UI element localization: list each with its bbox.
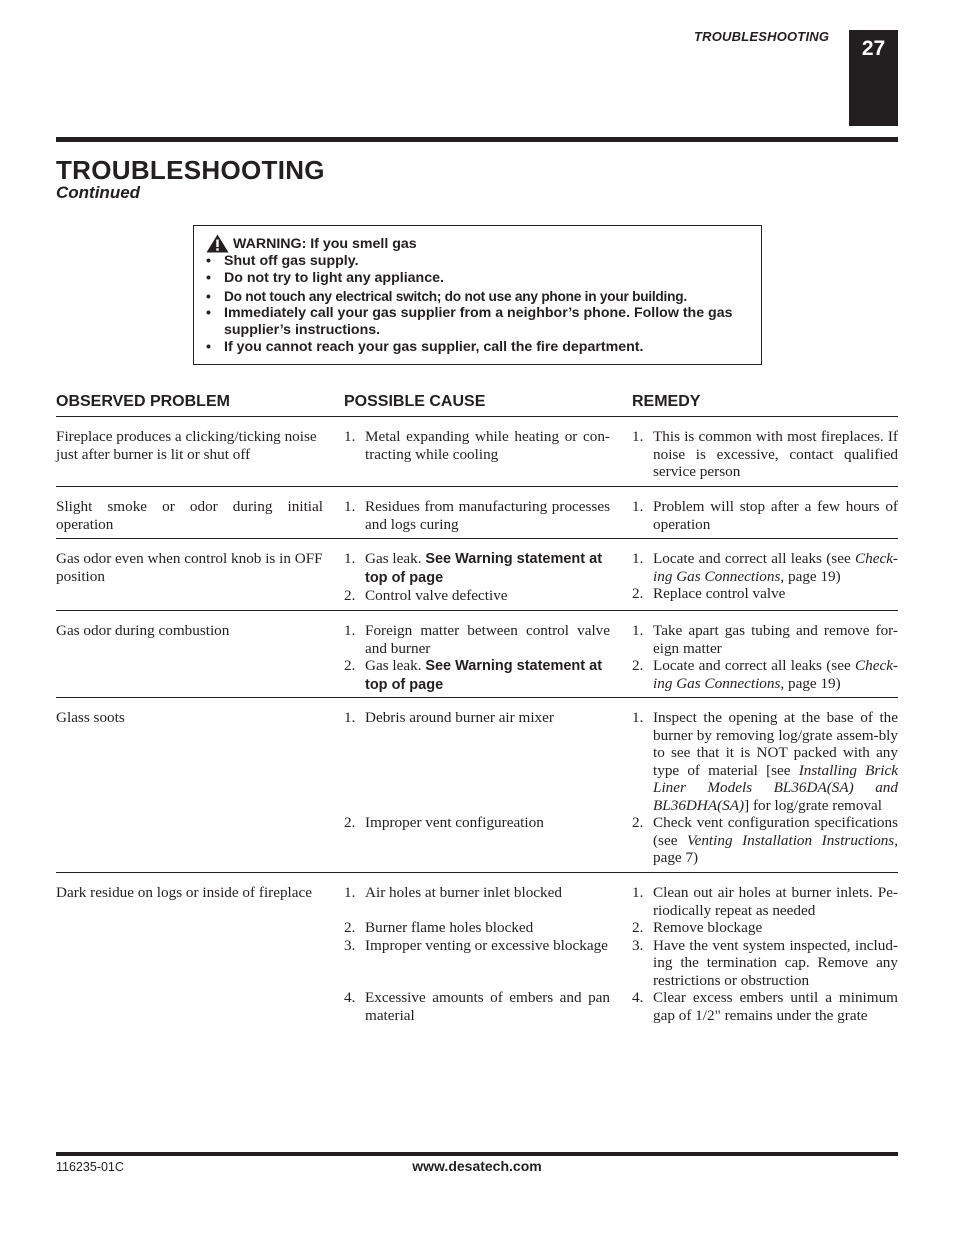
page-title: TROUBLESHOOTING (56, 155, 325, 185)
cause-text: Air holes at burner inlet blocked (365, 884, 562, 901)
remedy-cell (632, 550, 898, 603)
cause-text: Foreign matter between control valve and burner (365, 622, 610, 657)
page-number-tab: 27 (849, 30, 898, 126)
item-number: 3. (344, 936, 356, 954)
running-header: TROUBLESHOOTING (694, 29, 830, 44)
header-observed-problem: OBSERVED PROBLEM (56, 393, 230, 410)
item-number: 1. (344, 428, 356, 445)
problem-cell: Fireplace produces a clicking/ticking noise just after burner is lit or shut off (56, 428, 317, 463)
cause-text: Control valve defective (365, 587, 508, 604)
cause-text: Gas leak. (365, 657, 426, 674)
remedy-text: Clean out air holes at burner inlets. Pe-riodically repeat as needed (653, 884, 898, 919)
cause-text: Improper vent configureation (365, 814, 544, 831)
warning-reference: See Warning statement at top of page (365, 551, 603, 586)
item-number: 1. (344, 622, 356, 639)
cause-text: Burner flame holes blocked (365, 919, 534, 936)
warning-item: • Immediately call your gas supplier from a neighbor’s phone. Follow the gas supplier’s instructions. (206, 305, 761, 340)
table-row (56, 698, 898, 873)
item-number: 1. (632, 709, 644, 726)
item-number: 1. (344, 498, 356, 515)
top-rule (56, 137, 898, 142)
remedy-text: Have the vent system inspected, includ-ing the termination cap. Remove any restrictions or obstruction (653, 936, 898, 989)
warning-item: • If you cannot reach your gas supplier, call the fire department. (206, 339, 761, 356)
remedy-text: Remove blockage (653, 919, 763, 936)
problem-cell: Gas odor during combustion (56, 622, 230, 639)
item-number: 3. (632, 936, 644, 954)
table-header-row (56, 393, 898, 417)
reference-title: Check-ing Gas Connections (653, 657, 898, 692)
cause-text: Metal expanding while heating or con-tracting while cooling (365, 428, 610, 463)
cause-text: Residues from manufacturing processes and logs curing (365, 498, 610, 533)
warning-item: • Do not touch any electrical switch; do not use any phone in your building. (206, 288, 761, 305)
item-number: 2. (632, 585, 644, 602)
remedy-text: ] for log/grate removal (744, 796, 883, 814)
item-number: 1. (632, 550, 644, 567)
remedy-cell (632, 709, 898, 867)
item-number: 2. (344, 919, 356, 936)
remedy-text: Locate and correct all leaks (see (653, 550, 855, 567)
header-remedy: REMEDY (632, 393, 701, 410)
reference-title: Installing Brick Liner Models BL36DA(SA) and BL36DHA(SA) (653, 761, 898, 814)
item-number: 2. (632, 657, 644, 674)
warning-reference: See Warning statement at top of page (365, 658, 603, 693)
problem-cell: Dark residue on logs or inside of fireplace (56, 884, 312, 901)
cause-cell (344, 550, 610, 605)
remedy-text: Clear excess embers until a minimum gap of 1/2" remains under the grate (653, 989, 898, 1024)
item-number: 1. (344, 709, 356, 726)
warning-list (206, 253, 761, 357)
website-url: www.desatech.com (412, 1158, 542, 1174)
item-number: 4. (632, 989, 644, 1006)
problem-cell: Glass soots (56, 709, 125, 726)
remedy-text: , page 19) (780, 674, 841, 692)
cause-cell (344, 428, 610, 463)
footer-rule (56, 1152, 898, 1156)
cause-text: Improper venting or excessive blockage (365, 936, 608, 954)
remedy-text: Inspect the opening at the base of the burner by removing log/grate assem-bly to see that it is NOT packed with any type of material [see (653, 709, 898, 779)
reference-title: Venting Installation Instructions (686, 831, 895, 849)
problem-cell: Slight smoke or odor during initial operation (56, 498, 323, 533)
table-row (56, 539, 898, 611)
table-row (56, 873, 898, 1023)
item-number: 2. (344, 657, 356, 674)
troubleshooting-table (56, 393, 898, 1023)
gas-warning-box (193, 225, 762, 365)
page-subtitle: Continued (56, 183, 141, 202)
item-number: 4. (344, 989, 356, 1006)
warning-triangle-icon (206, 234, 229, 253)
cause-text: Gas leak. (365, 550, 426, 567)
document-number: 116235-01C (56, 1160, 124, 1174)
item-number: 1. (632, 428, 644, 445)
remedy-text: Replace control valve (653, 585, 786, 602)
reference-title: Check-ing Gas Connections (653, 550, 898, 585)
warning-item: • Do not try to light any appliance. (206, 270, 761, 287)
cause-cell (344, 709, 610, 832)
header-possible-cause: POSSIBLE CAUSE (344, 393, 486, 410)
item-number: 2. (632, 919, 644, 936)
remedy-cell (632, 884, 898, 1024)
item-number: 1. (344, 884, 356, 901)
remedy-cell (632, 622, 898, 692)
remedy-text: , page 19) (780, 567, 841, 585)
item-number: 2. (632, 814, 644, 831)
item-number: 1. (632, 884, 644, 901)
cause-cell (344, 884, 610, 1024)
remedy-text: , page 7) (653, 831, 898, 866)
remedy-text: Take apart gas tubing and remove for-eign matter (653, 622, 898, 657)
warning-heading: WARNING: If you smell gas (233, 235, 417, 252)
remedy-text: Problem will stop after a few hours of operation (653, 498, 898, 533)
remedy-cell (632, 498, 898, 533)
cause-cell (344, 498, 610, 533)
item-number: 1. (632, 498, 644, 515)
item-number: 1. (632, 622, 644, 639)
remedy-cell (632, 428, 898, 481)
warning-heading-row (206, 234, 761, 253)
warning-item: • Shut off gas supply. (206, 253, 761, 270)
remedy-text: Check vent configuration specifications (see (653, 814, 898, 849)
remedy-text: Locate and correct all leaks (see (653, 657, 855, 674)
table-row (56, 487, 898, 539)
table-row (56, 611, 898, 698)
item-number: 1. (344, 550, 356, 567)
item-number: 2. (344, 814, 356, 831)
remedy-text: This is common with most fireplaces. If noise is excessive, contact qualified service person (653, 428, 898, 480)
item-number: 2. (344, 587, 356, 604)
table-row (56, 417, 898, 487)
cause-cell (344, 622, 610, 694)
cause-text: Excessive amounts of embers and pan material (365, 989, 610, 1024)
cause-text: Debris around burner air mixer (365, 709, 554, 726)
problem-cell: Gas odor even when control knob is in OFF position (56, 550, 323, 585)
